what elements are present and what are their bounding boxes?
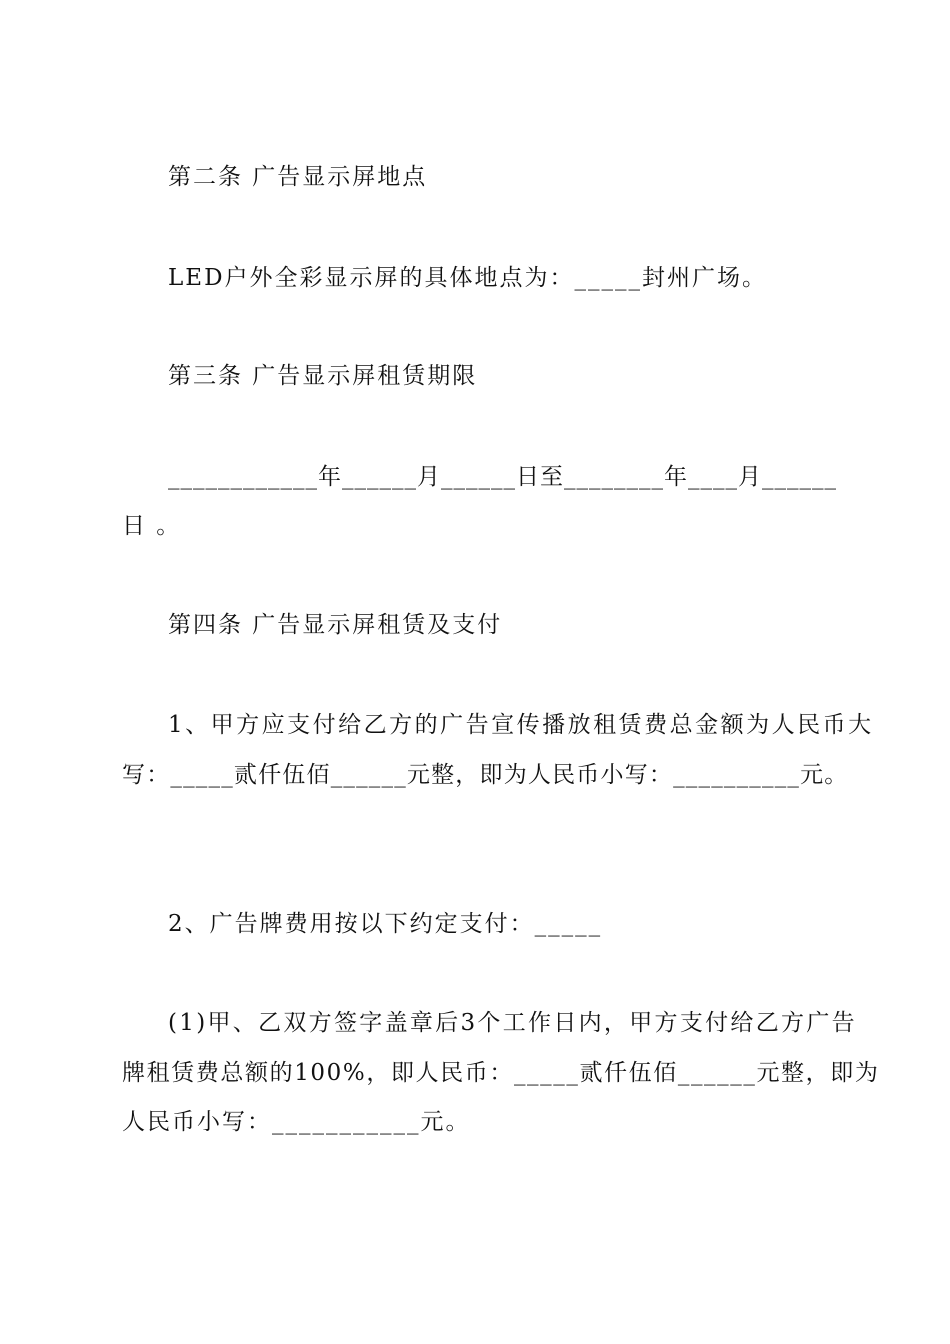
article-3-period-line-2: 日 。: [122, 513, 182, 539]
article-3-period-line-1: ____________年______月______日至________年____月______: [168, 464, 837, 490]
article-2-location-text: LED户外全彩显示屏的具体地点为：_____封州广场。: [168, 265, 768, 291]
article-4-sub-1-line-1: (1)甲、乙双方签字盖章后3个工作日内，甲方支付给乙方广告: [168, 1010, 857, 1036]
article-2-heading: 第二条 广告显示屏地点: [168, 164, 428, 190]
article-4-heading: 第四条 广告显示屏租赁及支付: [168, 612, 503, 638]
article-4-item-2: 2、广告牌费用按以下约定支付：_____: [168, 911, 603, 937]
article-4-sub-1-line-2: 牌租赁费总额的100%，即人民币：_____贰仟伍佰______元整，即为: [122, 1060, 880, 1086]
article-3-heading: 第三条 广告显示屏租赁期限: [168, 363, 478, 389]
article-4-item-1-line-1: 1、甲方应支付给乙方的广告宣传播放租赁费总金额为人民币大: [168, 712, 874, 738]
article-4-item-1-line-2: 写：_____贰仟伍佰______元整，即为人民币小写：__________元。: [122, 762, 849, 788]
article-4-sub-1-line-3: 人民币小写：___________元。: [122, 1109, 471, 1135]
